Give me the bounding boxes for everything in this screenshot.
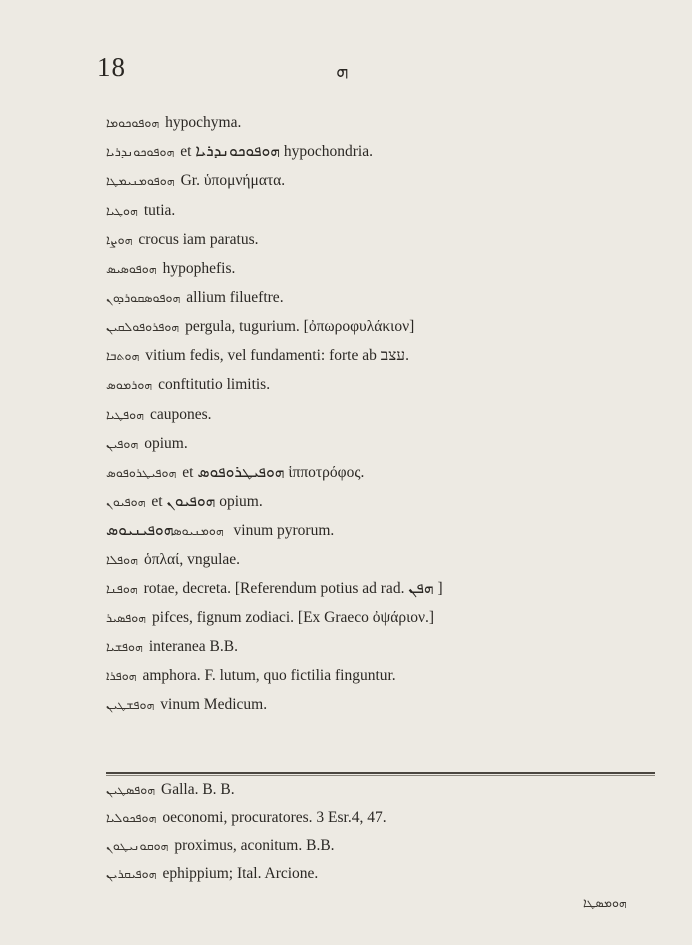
section-divider	[106, 772, 655, 774]
entry	[106, 463, 364, 483]
syriac-headword: ܗܘܦܘܡܢܝܡܛܐ	[106, 173, 175, 188]
entry-text: conftitutio limitis.	[158, 376, 271, 393]
syriac-headword: ܗܘܦܘܟܘܢܕܪܝܐ	[106, 144, 175, 159]
running-head: ܗ	[336, 58, 349, 82]
syriac-headword: ܗܘܦܪܘܦܘܠܩܝܢ	[106, 319, 180, 334]
entry-text: pifces, fignum zodiaci. [Ex Graeco ὀψάριον.]	[152, 609, 435, 626]
catchword: ܗܘܡܣܛܐ	[583, 895, 627, 910]
page-number: 18	[97, 52, 126, 82]
entry	[106, 666, 396, 686]
syriac-headword: ܗܘܨܐ	[106, 232, 133, 247]
entry-text: vitium fedis, vel fundamenti: forte ab עצב.	[145, 347, 409, 364]
entry-text: Galla. B. B.	[161, 781, 235, 798]
entry	[106, 836, 335, 856]
syriac-headword: ܗܘܦܛܝܐ	[106, 407, 144, 422]
entry	[106, 288, 284, 308]
syriac-headword: ܗܘܦܣܛܝܢ	[106, 782, 156, 797]
entry	[106, 550, 240, 570]
entry	[106, 608, 434, 628]
entry	[106, 201, 175, 221]
syriac-headword: ܗܘܦܝܢ	[106, 436, 139, 451]
entry-text: et ܗܘܦܝܘܢ opium.	[151, 493, 263, 510]
entry	[106, 317, 414, 337]
syriac-headword: ܗܘܦܝܛܪܘܦܘܣ	[106, 465, 177, 480]
entry	[106, 521, 334, 541]
entry	[106, 259, 235, 279]
syriac-headword: ܗܘܦܫܝܐ	[106, 639, 143, 654]
syriac-headword: ܗܘܦܠܐ	[106, 552, 138, 567]
syriac-headword: ܗܘܬܒܐ	[106, 348, 140, 363]
entry-text: crocus iam paratus.	[138, 231, 259, 248]
syriac-headword: ܗܘܦܘܟܘܡܐ	[106, 115, 160, 130]
entry-text: pergula, tugurium. [ὀπωροφυλάκιον]	[185, 318, 415, 335]
entry-text: hypochyma.	[165, 114, 242, 131]
syriac-headword: ܗܘܦܘܣܩܘܪܕܘܢ	[106, 290, 181, 305]
syriac-headword: ܗܘܦܟܘܠܝܐ	[106, 810, 157, 825]
entry-text: rotae, decreta. [Referendum potius ad rad. ܗܦܢ ]	[143, 580, 443, 597]
entry	[106, 346, 409, 366]
entry-text: allium filueftre.	[186, 289, 284, 306]
syriac-headword: ܗܘܦܝܘܢ	[106, 494, 146, 509]
entry	[106, 375, 270, 395]
entry-text: oeconomi, procuratores. 3 Esr.4, 47.	[162, 809, 387, 826]
entry-text: opium.	[144, 435, 188, 452]
entry	[106, 695, 267, 715]
entry	[106, 780, 235, 800]
entry-text: et ܗܘܦܘܟܘܢܕܪܝܐ hypochondria.	[180, 143, 373, 160]
entry-text: et ܗܘܦܝܛܪܘܦܘܣ ἱπποτρόφος.	[182, 464, 365, 481]
syriac-headword: ܗܘܦܢܐ	[106, 581, 138, 596]
syriac-headword: ܗܘܛܝܐ	[106, 203, 138, 218]
entry	[106, 113, 241, 133]
syriac-headword: ܗܘܦܝܩܪܝܢ	[106, 866, 157, 881]
entry-text: interanea B.B.	[148, 638, 238, 655]
entry	[106, 808, 387, 828]
entry	[106, 637, 238, 657]
entry	[106, 142, 373, 162]
entry	[106, 492, 263, 512]
syriac-headword: ܗܘܡܢܝܘܣ	[173, 523, 224, 538]
entry-text: caupones.	[149, 406, 212, 423]
syriac-headword: ܗܘܦܘܣܝܣ	[106, 261, 157, 276]
entry	[106, 864, 318, 884]
entry-text: ephippium; Ital. Arcione.	[162, 865, 319, 882]
entry-text: amphora. F. lutum, quo fictilia finguntur.	[142, 667, 396, 684]
entry	[106, 230, 259, 250]
entry	[106, 171, 285, 191]
entry-text: vinum Medicum.	[160, 696, 268, 713]
syriac-headword: ܗܘܩܘܢܝܛܘܢ	[106, 838, 169, 853]
entry-text: tutia.	[143, 202, 176, 219]
syriac-headword: ܗܘܦܣܝܪ	[106, 610, 147, 625]
entry	[106, 405, 212, 425]
entry-text: Gr. ὑπομνήματα.	[180, 172, 286, 189]
entry-text: proximus, aconitum. B.B.	[174, 837, 335, 854]
syriac-headword: ܗܘܦܪܐ	[106, 668, 137, 683]
entry-text: ܗܘܦܝܢܝܘܣ vinum pyrorum.	[106, 522, 335, 539]
entry	[106, 434, 188, 454]
entry-text: hypophefis.	[162, 260, 236, 277]
entry-text: ὁπλαί, vngulae.	[143, 551, 241, 568]
entry	[106, 579, 443, 599]
syriac-headword: ܗܘܪܡܘܣ	[106, 377, 153, 392]
syriac-headword: ܗܘܦܫܛܝܢ	[106, 697, 155, 712]
